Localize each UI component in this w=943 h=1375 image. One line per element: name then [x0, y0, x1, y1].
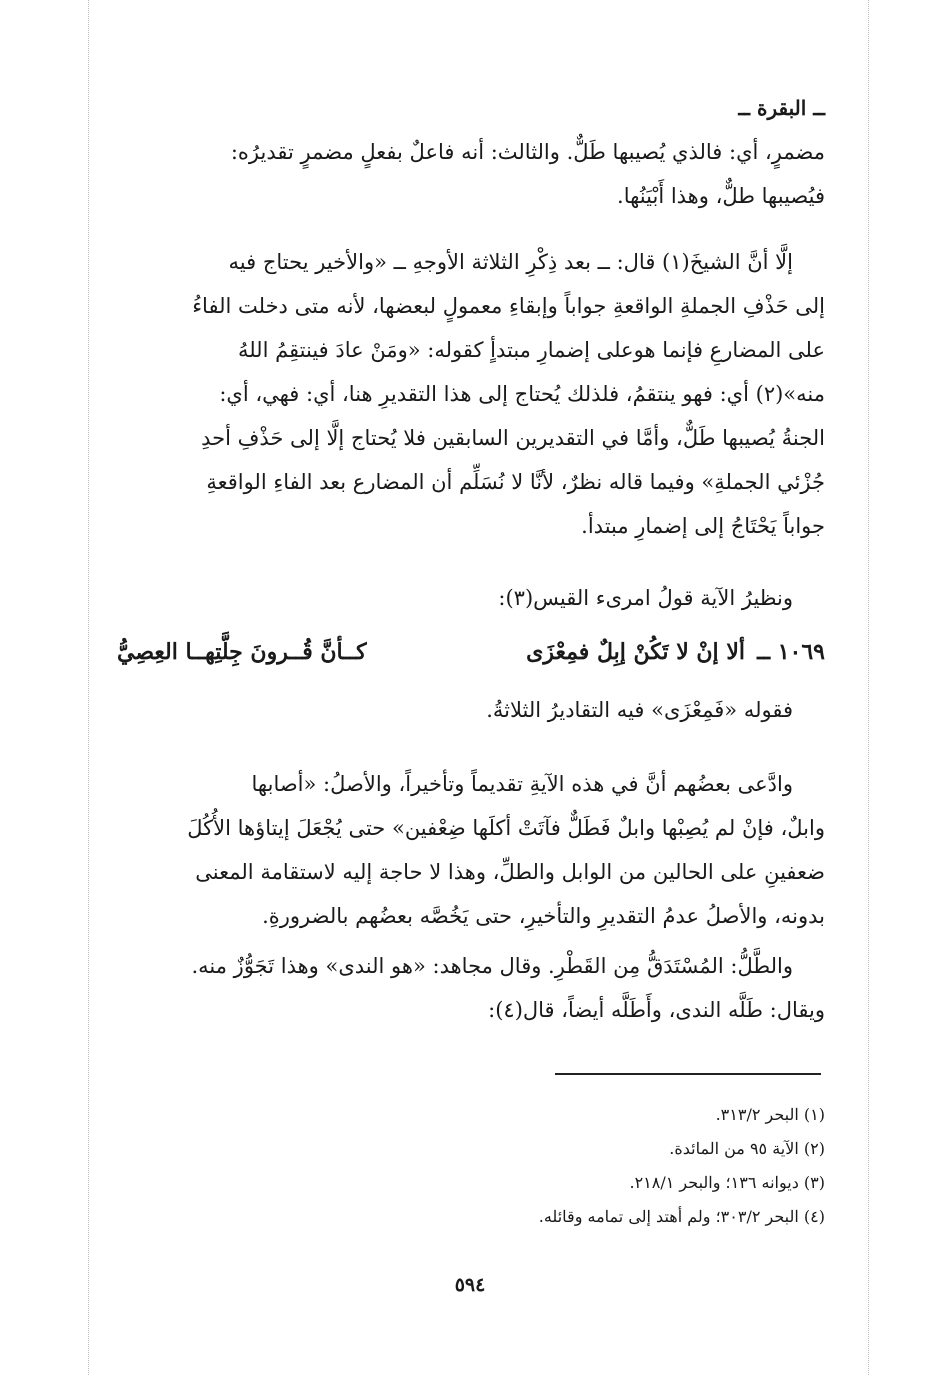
- paragraph-4: [117, 688, 825, 732]
- footnote: (١) البحر ٣١٣/٢.: [715, 1105, 825, 1124]
- footnotes: [117, 1098, 825, 1234]
- text-line: منه»(٢) أي: فهو ينتقمُ، فلذلك يُحتاج إلى هذا التقديرِ هنا، أي: فهي، أي:: [219, 382, 825, 406]
- text-line: على المضارعِ فإنما هوعلى إضمارِ مبتدأٍ كقوله: «ومَنْ عادَ فينتقِمُ اللهُ: [237, 338, 825, 362]
- paragraph-2: [117, 240, 825, 548]
- text-line: وابلٌ، فإنْ لم يُصِبْها وابلٌ فَطَلٌّ فآتَتْ أكلَها ضِعْفين» حتى يُجْعَلَ إيتاؤها الأُكُلَ: [187, 816, 825, 840]
- scan-margin-line-right: [868, 0, 869, 1375]
- text-line: جواباً يَحْتَاجُ إلى إضمارِ مبتدأ.: [581, 514, 825, 538]
- page-number: ٥٩٤: [454, 1274, 486, 1296]
- footnote-divider: [555, 1073, 821, 1075]
- paragraph-6: [117, 944, 825, 1032]
- text-line: ونظيرُ الآية قولُ امرىء القيس(٣):: [498, 586, 793, 610]
- verse-number: ١٠٦٩ ــ: [757, 639, 825, 665]
- verse-first-hemistich: ألا إنْ لا تَكُنْ إبِلٌ فمِعْزَى: [526, 639, 745, 665]
- text-line: مضمرٍ، أي: فالذي يُصيبها طَلٌّ. والثالث: أنه فاعلٌ بفعلٍ مضمرٍ تقديرُه:: [230, 140, 825, 164]
- text-line: بدونه، والأصلُ عدمُ التقديرِ والتأخيرِ، حتى يَخُصَّه بعضُهم بالضرورةِ.: [262, 904, 825, 928]
- text-line: إلَّا أنَّ الشيخَ(١) قال: ــ بعد ذِكْرِ الثلاثة الأوجهِ ــ «والأخير يحتاج فيه: [228, 250, 793, 274]
- text-line: ضعفينِ على الحالين من الوابل والطلِّ، وهذا لا حاجة إليه لاستقامة المعنى: [195, 860, 825, 884]
- running-header: ــ البقرة ــ: [738, 96, 825, 120]
- text-line: جُزْئي الجملةِ» وفيما قاله نظرٌ، لأنَّا لا نُسَلِّم أن المضارع بعد الفاءِ الواقعةِ: [206, 470, 825, 494]
- text-line: وادَّعى بعضُهم أنَّ في هذه الآيةِ تقديماً وتأخيراً، والأصلُ: «أصابها: [251, 772, 793, 796]
- text-line: ويقال: طَلَّه الندى، وأَطَلَّه أيضاً، قال(٤):: [488, 998, 825, 1022]
- footnote: (٢) الآية ٩٥ من المائدة.: [669, 1139, 825, 1158]
- text-line: فقوله «فَمِعْزَى» فيه التقاديرُ الثلاثةُ.: [486, 698, 793, 722]
- footnote: (٤) البحر ٣٠٣/٢؛ ولم أهتد إلى تمامه وقائله.: [538, 1207, 825, 1226]
- text-line: والطَّلُّ: المُسْتَدَقُّ مِن القَطْرِ. وقال مجاهد: «هو الندى» وهذا تَجَوُّزٌ منه.: [191, 954, 793, 978]
- paragraph-3: [117, 576, 825, 620]
- text-line: إلى حَذْفِ الجملةِ الواقعةِ جواباً وإبقاءِ معمولٍ لبعضها، لأنه متى دخلت الفاءُ: [192, 294, 825, 318]
- text-line: فيُصيبها طلٌّ، وهذا أَبْيَنُها.: [617, 184, 825, 208]
- scan-margin-line-left: [88, 0, 89, 1375]
- paragraph-5: [117, 762, 825, 938]
- poem-verse: [117, 630, 825, 674]
- verse-second-hemistich: كــأنَّ قُــرونَ جِلَّتِهــا العِصِيُّ: [117, 639, 367, 665]
- text-line: الجنةُ يُصيبها طَلٌّ، وأمَّا في التقديرين السابقين فلا يُحتاج إلَّا إلى حَذْفِ أحدِ: [201, 426, 825, 450]
- paragraph-1: [117, 130, 825, 218]
- footnote: (٣) ديوانه ١٣٦؛ والبحر ٢١٨/١.: [629, 1173, 825, 1192]
